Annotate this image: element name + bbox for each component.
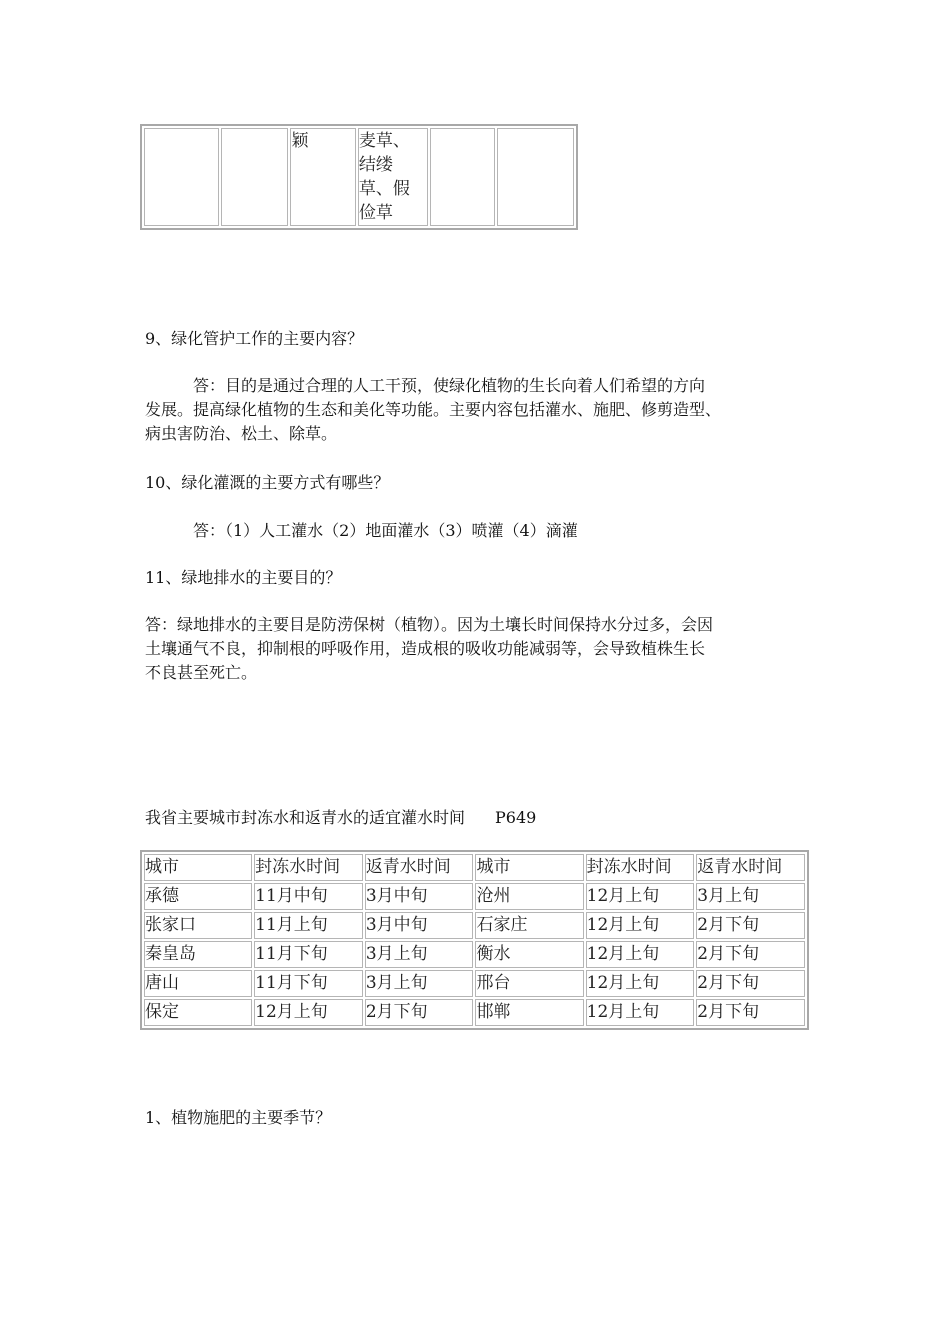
answer-9 [145,374,810,446]
header-cell: 返青水时间 [696,854,805,881]
table-cell: 2月下旬 [365,999,474,1026]
table-cell: 秦皇岛 [144,941,252,968]
table-cell: 12月上旬 [586,970,695,997]
table-cell: 11月下旬 [254,941,363,968]
header-cell: 城市 [144,854,252,881]
table-cell: 12月上旬 [586,941,695,968]
table-cell: 2月下旬 [696,999,805,1026]
table-cell: 2月下旬 [696,970,805,997]
header-cell: 封冻水时间 [254,854,363,881]
table-cell: 邢台 [475,970,583,997]
table-cell: 3月上旬 [696,883,805,910]
table-cell: 张家口 [144,912,252,939]
answer-9-line-2: 发展。提高绿化植物的生态和美化等功能。主要内容包括灌水、施肥、修剪造型、 [145,400,722,419]
table-cell: 石家庄 [475,912,583,939]
header-cell: 返青水时间 [365,854,474,881]
table-cell: 沧州 [475,883,583,910]
table-cell: 11月下旬 [254,970,363,997]
answer-11 [145,613,810,685]
answer-11-line-3: 不良甚至死亡。 [145,663,258,682]
table-cell [144,128,219,226]
table-header-row [144,854,805,881]
table-title: 我省主要城市封冻水和返青水的适宜灌水时间 [145,808,466,827]
table-row [144,912,805,939]
table-cell: 3月上旬 [365,970,474,997]
table-cell: 唐山 [144,970,252,997]
table-cell: 12月上旬 [586,883,695,910]
answer-10: 答：（1）人工灌水（2）地面灌水（3）喷灌（4）滴灌 [193,521,578,540]
table-cell: 12月上旬 [586,999,695,1026]
table-cell: 2月下旬 [696,912,805,939]
table-cell: 承德 [144,883,252,910]
table-caption [145,805,536,831]
header-cell: 城市 [475,854,583,881]
table-cell: 邯郸 [475,999,583,1026]
table-cell [497,128,574,226]
table-row [144,999,805,1026]
table-cell: 3月上旬 [365,941,474,968]
plant-table-fragment [140,124,578,230]
table-cell: 麦草、结缕草、假俭草 [358,128,428,226]
table-cell: 11月上旬 [254,912,363,939]
table-row [144,970,805,997]
table-cell: 12月上旬 [586,912,695,939]
table-cell: 11月中旬 [254,883,363,910]
irrigation-time-table [140,850,809,1030]
page-reference: P649 [495,808,537,827]
table-cell: 保定 [144,999,252,1026]
question-9: 9、绿化管护工作的主要内容？ [145,329,364,348]
table-cell: 2月下旬 [696,941,805,968]
table-cell: 3月中旬 [365,912,474,939]
answer-9-line-1: 答：目的是通过合理的人工干预，使绿化植物的生长向着人们希望的方向 [193,376,706,395]
answer-11-line-1: 答：绿地排水的主要目是防涝保树（植物）。因为土壤长时间保持水分过多，会因 [145,615,714,634]
question-11: 11、绿地排水的主要目的？ [145,568,342,587]
answer-11-line-2: 土壤通气不良，抑制根的呼吸作用，造成根的吸收功能减弱等，会导致植株生长 [145,639,706,658]
table-cell [221,128,288,226]
table-cell: 衡水 [475,941,583,968]
table-cell: 颖 [290,128,355,226]
table-row [144,128,574,226]
table-cell: 12月上旬 [254,999,363,1026]
question-1: 1、植物施肥的主要季节？ [145,1108,332,1127]
table-row [144,883,805,910]
table-cell [430,128,495,226]
table-cell: 3月中旬 [365,883,474,910]
header-cell: 封冻水时间 [586,854,695,881]
table-row [144,941,805,968]
question-10: 10、绿化灌溉的主要方式有哪些？ [145,473,390,492]
answer-9-line-3: 病虫害防治、松土、除草。 [145,424,338,443]
